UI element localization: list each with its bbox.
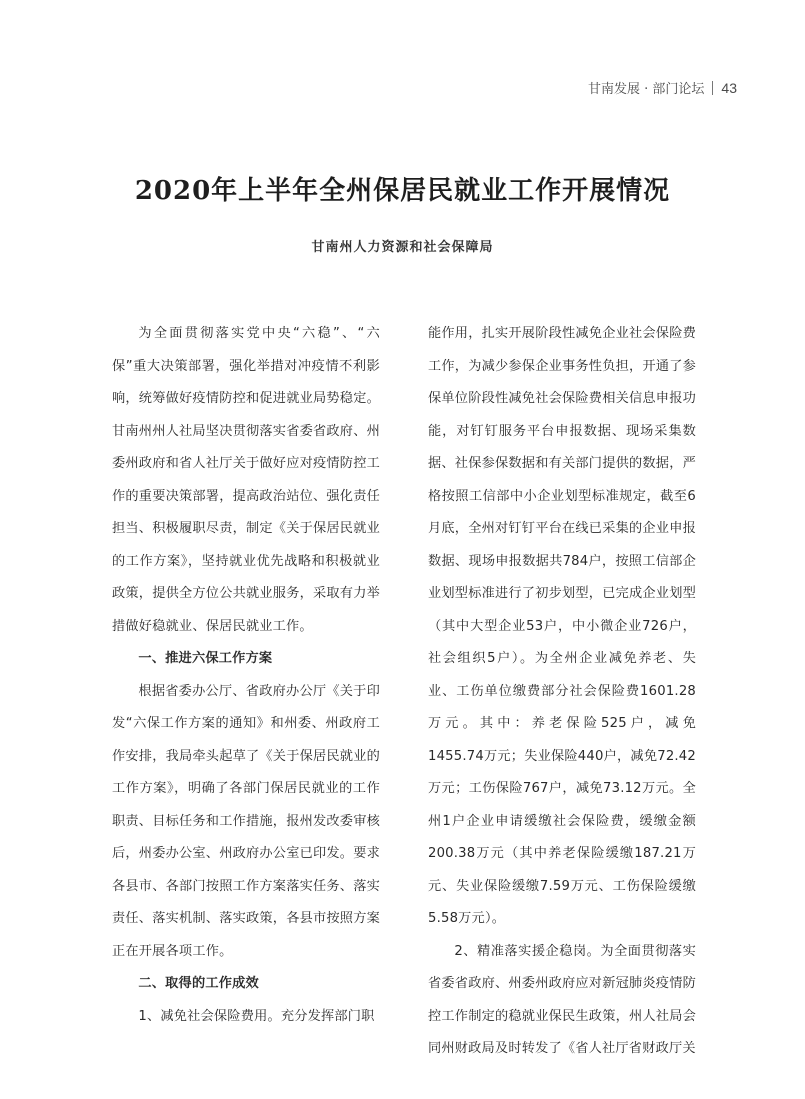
article-title: 2020年上半年全州保居民就业工作开展情况: [134, 176, 671, 206]
page-number: 43: [721, 79, 737, 96]
left-column: [112, 318, 380, 1033]
section-heading: 一、推进六保工作方案: [138, 651, 273, 666]
article-author: 甘南州人力资源和社会保障局: [311, 240, 494, 255]
running-header: [588, 78, 737, 97]
section-heading: 二、取得的工作成效: [138, 976, 259, 991]
header-divider: [712, 81, 713, 95]
paragraph: 1、减免社会保险费用。充分发挥部门职: [138, 1008, 375, 1024]
paragraph: 能作用，扎实开展阶段性减免企业社会保险费工作，为减少参保企业事务性负担，开通了参保单位阶段性减免社会保险费相关信息申报功能，对钉钉服务平台申报数据、现场采集数据、社保参保数据和有关部门提供的数据，严格按照工信部中小企业划型标准规定，截至6月底，全州对钉钉平台在线已采集的企业申报数据、现场申报数据共784户，按照工信部企业划型标准进行了初步划型，已完成企业划型（其中大型企业53户，中小微企业726户，社会组织5户）。为全州企业减免养老、失业、工伤单位缴费部分社会保险费1601.28万元。其中：养老保险525户，减免1455.74万元；失业保险440户，减免72.42万元；工伤保险767户，减免73.12万元。全州1户企业申请缓缴社会保险费，缓缴金额200.38万元（其中养老保险缓缴187.21万元、失业保险缓缴7.59万元、工伤保险缓缴5.58万元）。: [428, 326, 696, 926]
section-name: 甘南发展 · 部门论坛: [588, 82, 705, 97]
paragraph: 为全面贯彻落实党中央“六稳”、“六保”重大决策部署，强化举措对冲疫情不利影响，统筹做好疫情防控和促进就业局势稳定。甘南州州人社局坚决贯彻落实省委省政府、州委州政府和省人社厅关于做好应对疫情防控工作的重要决策部署，提高政治站位、强化责任担当、积极履职尽责，制定《关于保居民就业的工作方案》，坚持就业优先战略和积极就业政策，提供全方位公共就业服务，采取有力举措做好稳就业、保居民就业工作。: [112, 326, 380, 634]
paragraph: 2、精准落实援企稳岗。为全面贯彻落实省委省政府、州委州政府应对新冠肺炎疫情防控工作制定的稳就业保民生政策，州人社局会同州财政局及时转发了《省人社厅省财政厅关: [428, 943, 696, 1056]
paragraph: 根据省委办公厅、省政府办公厅《关于印发“六保工作方案的通知》和州委、州政府工作安排，我局牵头起草了《关于保居民就业的工作方案》，明确了各部门保居民就业的工作职责、目标任务和工作措施，报州发改委审核后，州委办公室、州政府办公室已印发。要求各县市、各部门按照工作方案落实任务、落实责任、落实机制、落实政策，各县市按照方案正在开展各项工作。: [112, 683, 380, 959]
right-column: [428, 318, 696, 1066]
